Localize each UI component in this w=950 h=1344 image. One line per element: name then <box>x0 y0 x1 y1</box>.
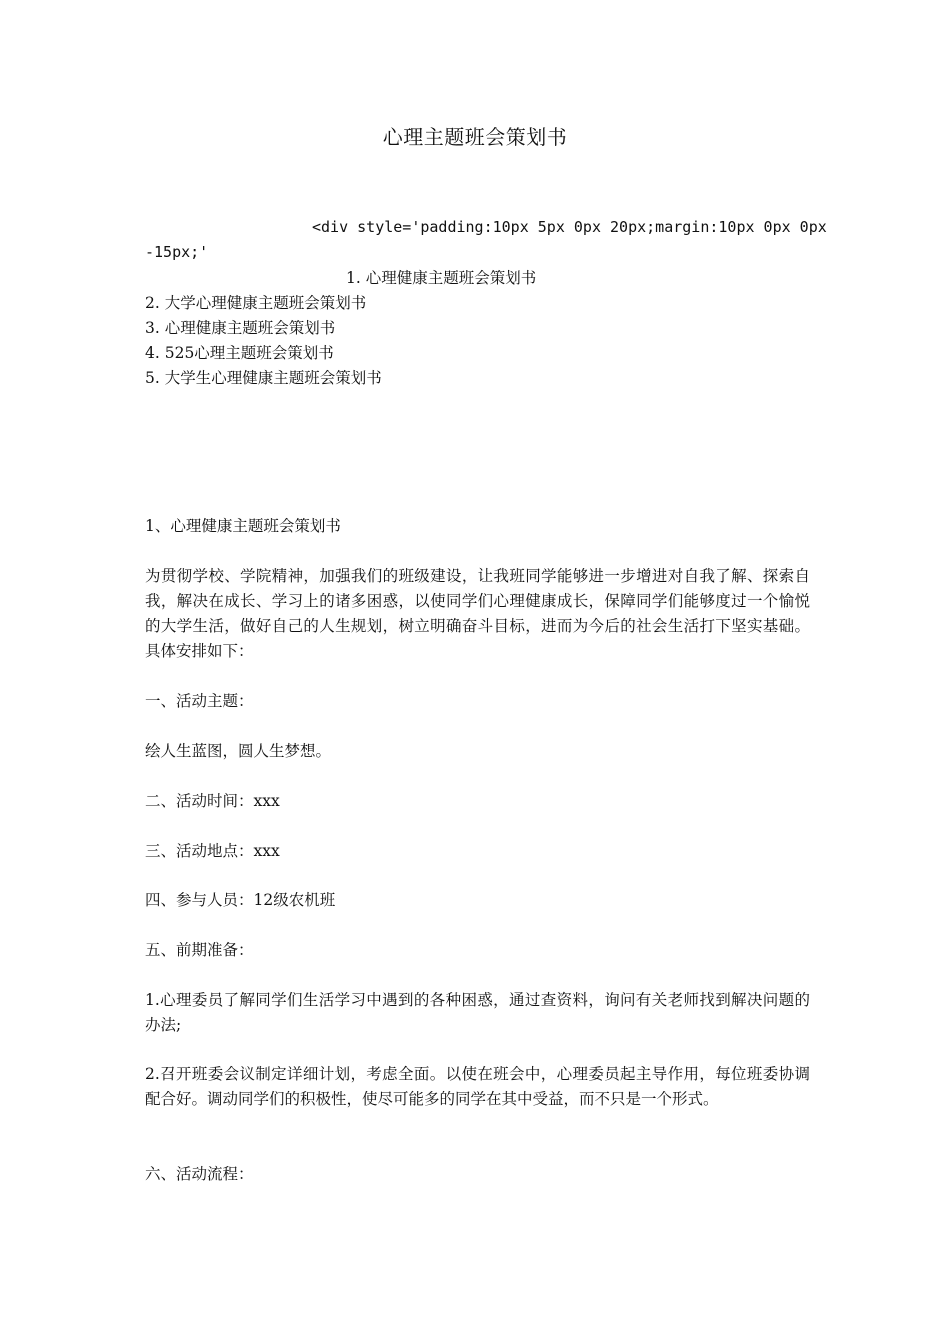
toc-item-5[interactable]: 5. 大学生心理健康主题班会策划书 <box>145 369 382 387</box>
toc-item-1[interactable]: 1. 心理健康主题班会策划书 <box>346 269 537 287</box>
activity-theme-body: 绘人生蓝图，圆人生梦想。 <box>145 742 332 760</box>
activity-flow-heading: 六、活动流程： <box>145 1165 254 1183</box>
document-title: 心理主题班会策划书 <box>382 125 568 149</box>
preparation-item-1: 1.心理委员了解同学们生活学习中遇到的各种困惑，通过查资料，询问有关老师找到解决问题的办法; <box>145 991 810 1034</box>
intro-paragraph: 为贯彻学校、学院精神，加强我们的班级建设，让我班同学能够进一步增进对自我了解、探索自我，解决在成长、学习上的诸多困惑，以使同学们心理健康成长，保障同学们能够度过一个愉悦的大学生活，做好自己的人生规划，树立明确奋斗目标，进而为今后的社会生活打下坚实基础。具体安排如下： <box>145 567 810 660</box>
section-heading: 1、心理健康主题班会策划书 <box>145 517 341 535</box>
preparation-heading: 五、前期准备： <box>145 941 254 959</box>
toc-item-4[interactable]: 4. 525心理主题班会策划书 <box>145 344 334 362</box>
activity-time: 二、活动时间：xxx <box>145 792 280 810</box>
activity-location: 三、活动地点：xxx <box>145 842 280 860</box>
toc-item-3[interactable]: 3. 心理健康主题班会策划书 <box>145 319 336 337</box>
preparation-item-2: 2.召开班委会议制定详细计划，考虑全面。以使在班会中，心理委员起主导作用，每位班委协调配合好。调动同学们的积极性，使尽可能多的同学在其中受益，而不只是一个形式。 <box>145 1065 810 1108</box>
code-snippet-line-2: -15px;' <box>145 243 209 261</box>
toc-item-2[interactable]: 2. 大学心理健康主题班会策划书 <box>145 294 367 312</box>
participants: 四、参与人员：12级农机班 <box>145 891 336 909</box>
code-snippet-line-1: <div style='padding:10px 5px 0px 20px;margin:10px 0px 0px <box>312 218 827 236</box>
activity-theme-heading: 一、活动主题： <box>145 692 254 710</box>
